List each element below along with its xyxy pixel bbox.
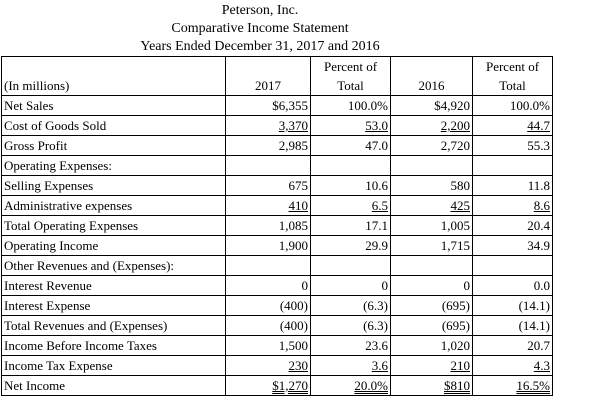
percent-2016: [473, 116, 553, 136]
row-label: [2, 176, 226, 196]
value-2017: [226, 96, 311, 116]
header-blank-cell: [226, 57, 311, 77]
percent-2016-text: 20.4: [527, 218, 550, 233]
percent-2017-text: 53.0: [365, 118, 388, 133]
value-2017: [226, 336, 311, 356]
row-label: [2, 276, 226, 296]
value-2016: [391, 116, 473, 136]
row-label: [2, 356, 226, 376]
statement-row: [2, 316, 553, 336]
value-2016-text: 1,020: [440, 338, 470, 353]
statement-row: [2, 196, 553, 216]
value-2017-text: 410: [288, 198, 308, 213]
percent-2017: [311, 196, 391, 216]
percent-2017-text: 17.1: [365, 218, 388, 233]
percent-2017-text: 3.6: [371, 358, 388, 373]
value-2017: [226, 296, 311, 316]
row-label: [2, 156, 226, 176]
value-2016-text: $4,920: [434, 98, 470, 113]
percent-2017: [311, 376, 391, 396]
value-2017: [226, 256, 311, 276]
value-2016-text: 2,720: [440, 138, 470, 153]
percent-2017-text: (6.3): [363, 318, 388, 333]
statement-title: Comparative Income Statement: [171, 21, 349, 36]
percent-2016-text: 4.3: [533, 358, 550, 373]
value-2017-text: 230: [288, 358, 308, 373]
value-2017-text: $6,355: [272, 98, 308, 113]
value-2016: [391, 336, 473, 356]
statement-row: [2, 376, 553, 396]
col-header-total-2016: Total: [473, 76, 553, 96]
value-2017-text: 3,370: [278, 118, 308, 133]
row-label: [2, 236, 226, 256]
value-2016-text: 1,005: [440, 218, 470, 233]
percent-2017-text: 0: [381, 278, 388, 293]
value-2017-text: 2,985: [278, 138, 308, 153]
income-statement-table: [1, 56, 553, 396]
percent-2016-text: 11.8: [527, 178, 550, 193]
value-2017-text: $1,270: [272, 378, 308, 393]
percent-2017: [311, 136, 391, 156]
value-2016: [391, 236, 473, 256]
statement-row: [2, 236, 553, 256]
col-header-2017: 2017: [226, 76, 311, 96]
percent-2016-text: 16.5%: [516, 378, 550, 393]
percent-2016: [473, 216, 553, 236]
percent-2016-text: 0.0: [533, 278, 550, 293]
value-2017: [226, 356, 311, 376]
percent-2016: [473, 376, 553, 396]
percent-2017: [311, 156, 391, 176]
percent-2017-text: 6.5: [371, 198, 388, 213]
row-label-text: Income Tax Expense: [4, 358, 113, 373]
header-row-top: [2, 57, 553, 77]
value-2017: [226, 276, 311, 296]
value-2017: [226, 156, 311, 176]
percent-2016-text: 34.9: [527, 238, 550, 253]
percent-2016-text: 44.7: [527, 118, 550, 133]
percent-2017-text: 29.9: [365, 238, 388, 253]
value-2017-text: (400): [279, 298, 308, 313]
value-2016-text: 0: [463, 278, 470, 293]
value-2016: [391, 256, 473, 276]
value-2017: [226, 236, 311, 256]
row-label-text: Selling Expenses: [4, 178, 94, 193]
percent-2017: [311, 276, 391, 296]
percent-2017: [311, 216, 391, 236]
value-2016: [391, 196, 473, 216]
percent-2016-text: 20.7: [527, 338, 550, 353]
row-label: [2, 216, 226, 236]
percent-2017-text: 10.6: [365, 178, 388, 193]
row-label: [2, 296, 226, 316]
percent-2017: [311, 116, 391, 136]
company-name: Peterson, Inc.: [221, 3, 299, 18]
row-label-text: Operating Income: [4, 238, 99, 253]
statement-row: [2, 96, 553, 116]
percent-2017: [311, 336, 391, 356]
percent-2016: [473, 356, 553, 376]
row-label: [2, 336, 226, 356]
percent-2016: [473, 96, 553, 116]
percent-2017: [311, 256, 391, 276]
value-2017: [226, 376, 311, 396]
percent-2016: [473, 236, 553, 256]
value-2016-text: 2,200: [440, 118, 470, 133]
row-label-text: Interest Expense: [4, 298, 91, 313]
percent-2017: [311, 96, 391, 116]
value-2016: [391, 156, 473, 176]
row-label-text: Net Income: [4, 378, 66, 393]
header-blank-cell: [2, 57, 226, 77]
value-2017-text: 0: [301, 278, 308, 293]
percent-2016: [473, 276, 553, 296]
value-2017: [226, 316, 311, 336]
col-header-percent-2016: Percent of: [473, 57, 553, 77]
col-header-total-2017: Total: [311, 76, 391, 96]
value-2017-text: 1,900: [278, 238, 308, 253]
row-label: [2, 316, 226, 336]
value-2016-text: 210: [450, 358, 470, 373]
value-2017-text: (400): [279, 318, 308, 333]
value-2016: [391, 216, 473, 236]
percent-2017-text: 47.0: [365, 138, 388, 153]
value-2016-text: 580: [450, 178, 470, 193]
row-label-text: Cost of Goods Sold: [4, 118, 107, 133]
header-row-bottom: [2, 76, 553, 96]
statement-row: [2, 156, 553, 176]
row-label-text: Income Before Income Taxes: [4, 338, 157, 353]
percent-2017: [311, 236, 391, 256]
statement-row: [2, 216, 553, 236]
row-label-text: Operating Expenses:: [4, 158, 112, 173]
value-2017: [226, 216, 311, 236]
percent-2017-text: (6.3): [363, 298, 388, 313]
col-header-2016: 2016: [391, 76, 473, 96]
row-label: [2, 196, 226, 216]
statement-period: Years Ended December 31, 2017 and 2016: [140, 39, 380, 54]
value-2016: [391, 276, 473, 296]
row-label: [2, 376, 226, 396]
value-2016: [391, 376, 473, 396]
row-label-text: Gross Profit: [4, 138, 68, 153]
value-2017-text: 1,085: [278, 218, 308, 233]
percent-2017-text: 20.0%: [354, 378, 388, 393]
row-label-text: Total Operating Expenses: [4, 218, 139, 233]
percent-2016-text: 100.0%: [509, 98, 550, 113]
value-2017: [226, 136, 311, 156]
statement-row: [2, 256, 553, 276]
value-2017-text: 675: [288, 178, 308, 193]
value-2017: [226, 116, 311, 136]
value-2016: [391, 136, 473, 156]
value-2016-text: (695): [441, 318, 470, 333]
percent-2016: [473, 196, 553, 216]
value-2016: [391, 176, 473, 196]
percent-2016-text: (14.1): [518, 318, 550, 333]
percent-2017-text: 100.0%: [347, 98, 388, 113]
statement-row: [2, 356, 553, 376]
value-2017-text: 1,500: [278, 338, 308, 353]
percent-2016: [473, 136, 553, 156]
value-2016: [391, 316, 473, 336]
row-label-text: Net Sales: [4, 98, 54, 113]
percent-2017-text: 23.6: [365, 338, 388, 353]
row-label-text: Administrative expenses: [4, 198, 133, 213]
value-2016: [391, 356, 473, 376]
percent-2016-text: 8.6: [533, 198, 550, 213]
percent-2016: [473, 336, 553, 356]
percent-2017: [311, 356, 391, 376]
value-2016-text: (695): [441, 298, 470, 313]
percent-2017: [311, 176, 391, 196]
percent-2016: [473, 176, 553, 196]
statement-row: [2, 336, 553, 356]
row-label: [2, 256, 226, 276]
percent-2017: [311, 316, 391, 336]
row-label: [2, 96, 226, 116]
row-label: [2, 116, 226, 136]
percent-2017: [311, 296, 391, 316]
row-label: [2, 136, 226, 156]
percent-2016: [473, 156, 553, 176]
units-label: (In millions): [2, 76, 226, 96]
row-label-text: Other Revenues and (Expenses):: [4, 258, 175, 273]
statement-row: [2, 116, 553, 136]
header-blank-cell: [391, 57, 473, 77]
percent-2016-text: 55.3: [527, 138, 550, 153]
row-label-text: Total Revenues and (Expenses): [4, 318, 168, 333]
statement-row: [2, 296, 553, 316]
statement-row: [2, 276, 553, 296]
row-label-text: Interest Revenue: [4, 278, 92, 293]
value-2016-text: 1,715: [440, 238, 470, 253]
statement-row: [2, 136, 553, 156]
statement-row: [2, 176, 553, 196]
value-2016: [391, 96, 473, 116]
percent-2016-text: (14.1): [518, 298, 550, 313]
value-2016: [391, 296, 473, 316]
value-2017: [226, 196, 311, 216]
value-2016-text: 425: [450, 198, 470, 213]
value-2016-text: $810: [444, 378, 470, 393]
col-header-percent-2017: Percent of: [311, 57, 391, 77]
percent-2016: [473, 256, 553, 276]
percent-2016: [473, 296, 553, 316]
value-2017: [226, 176, 311, 196]
percent-2016: [473, 316, 553, 336]
